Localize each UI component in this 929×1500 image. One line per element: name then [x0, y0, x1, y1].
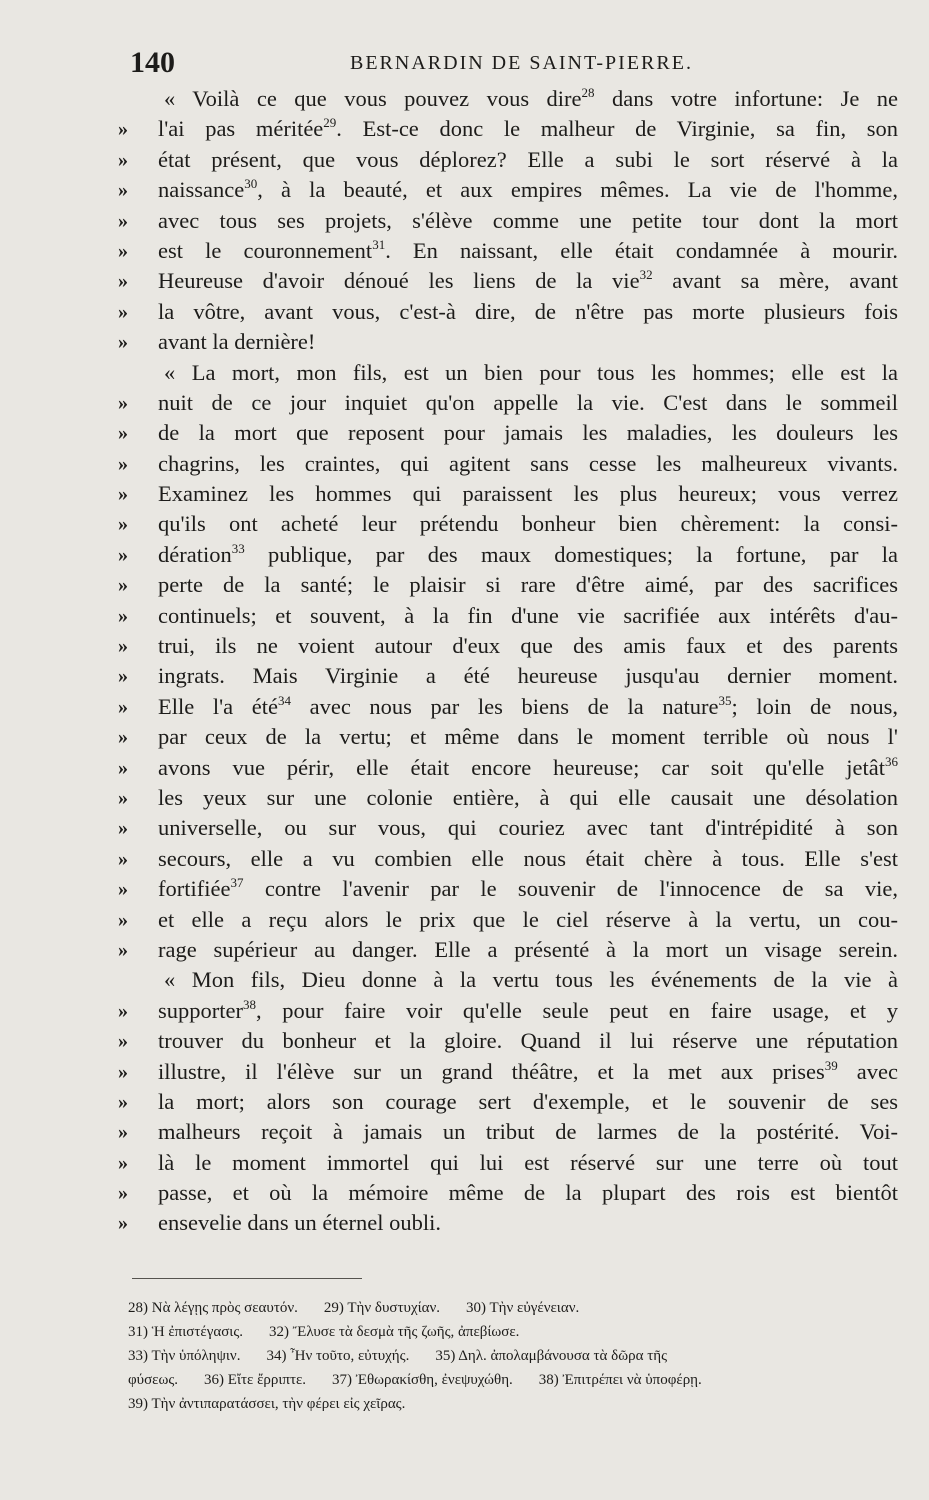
line-text: fortifiée$^{37}$ contre l'avenir par le souvenir de l'innocence de sa vie, — [158, 875, 898, 902]
line-text: par ceux de la vertu; et même dans le moment terrible où nous l' — [158, 724, 898, 750]
line-text: supporter$^{38}$, pour faire voir qu'elle seule peut en faire usage, et y — [158, 996, 898, 1023]
quote-mark: » — [118, 635, 128, 658]
text-line — [118, 813, 898, 843]
text-line — [118, 1208, 898, 1238]
body-text — [118, 84, 898, 1239]
line-text: « Voilà ce que vous pouvez vous dire$^{28}$ dans votre infortune: Je ne — [164, 85, 898, 111]
quote-mark: » — [118, 847, 128, 870]
quote-mark: » — [118, 908, 128, 931]
footnote-line — [128, 1344, 898, 1368]
line-text: secours, elle a vu combien elle nous était chère à tous. Elle s'est — [158, 845, 898, 871]
text-line — [118, 114, 898, 144]
footnote: 36) Εἴτε ἔρριπτε. — [204, 1372, 307, 1388]
footnote: 37) Ἐθωρακίσθη, ἐνεψυχώθη. — [332, 1372, 513, 1388]
quote-mark: » — [118, 391, 128, 414]
quote-mark: » — [118, 574, 128, 597]
footnotes — [128, 1296, 898, 1416]
line-text: dération$^{33}$ publique, par des maux domestiques; la fortune, par la — [158, 540, 898, 567]
quote-mark: » — [118, 756, 128, 779]
footnote: 34) Ἦν τοῦτο, εὐτυχής. — [266, 1348, 410, 1364]
text-line — [118, 631, 898, 661]
text-line — [118, 753, 898, 783]
text-line — [118, 1057, 898, 1087]
quote-mark: » — [118, 817, 128, 840]
footnote: φύσεως. — [128, 1372, 179, 1388]
running-head: BERNARDIN DE SAINT-PIERRE. — [350, 52, 693, 74]
text-line — [118, 965, 898, 995]
text-line — [118, 874, 898, 904]
line-text: Elle l'a été$^{34}$ avec nous par les biens de la nature$^{35}$; loin de nous, — [158, 692, 899, 719]
line-text: Examinez les hommes qui paraissent les plus heureux; vous verrez — [158, 481, 898, 507]
text-line — [118, 84, 898, 114]
line-text: de la mort que reposent pour jamais les maladies, les douleurs les — [158, 420, 898, 446]
footnote: 29) Τὴν δυστυχίαν. — [323, 1300, 441, 1316]
text-line — [118, 327, 898, 357]
footnote-line — [128, 1392, 898, 1416]
text-line — [118, 358, 898, 388]
line-text: continuels; et souvent, à la fin d'une vie sacrifiée aux intérêts d'au- — [158, 602, 898, 628]
line-text: ensevelie dans un éternel oubli. — [158, 1210, 442, 1236]
quote-mark: » — [118, 878, 128, 901]
line-text: perte de la santé; le plaisir si rare d'être aimé, par des sacrifices — [158, 572, 898, 598]
line-text: passe, et où la mémoire même de la plupart des rois est bientôt — [158, 1180, 898, 1206]
footnote: 38) Ἐπιτρέπει νὰ ὑποφέρῃ. — [538, 1372, 702, 1388]
quote-mark: » — [118, 665, 128, 688]
quote-mark: » — [118, 695, 128, 718]
quote-mark: » — [118, 1212, 128, 1235]
text-line — [118, 692, 898, 722]
line-text: là le moment immortel qui lui est réservé sur une terre où tout — [158, 1149, 898, 1175]
quote-mark: » — [118, 239, 128, 262]
line-text: ingrats. Mais Virginie a été heureuse jusqu'au dernier moment. — [158, 663, 898, 689]
line-text: « Mon fils, Dieu donne à la vertu tous les événements de la vie à — [164, 967, 898, 993]
quote-mark: » — [118, 1090, 128, 1113]
text-line — [118, 449, 898, 479]
quote-mark: » — [118, 1060, 128, 1083]
text-line — [118, 844, 898, 874]
footnote-line — [128, 1320, 898, 1344]
footnote: 33) Τὴν ὑπόληψιν. — [128, 1348, 241, 1364]
footnote: 30) Τὴν εὐγένειαν. — [466, 1300, 580, 1316]
line-text: l'ai pas méritée$^{29}$. Est-ce donc le malheur de Virginie, sa fin, son — [158, 115, 898, 142]
line-text: rage supérieur au danger. Elle a présenté à la mort un visage serein. — [158, 936, 898, 962]
quote-mark: » — [118, 209, 128, 232]
footnote-line — [128, 1368, 898, 1392]
quote-mark: » — [118, 1030, 128, 1053]
line-text: avant la dernière! — [158, 329, 316, 355]
line-text: est le couronnement$^{31}$. En naissant, elle était condamnée à mourir. — [158, 236, 899, 263]
line-text: chagrins, les craintes, qui agitent sans cesse les malheureux vivants. — [158, 450, 898, 476]
line-text: nuit de ce jour inquiet qu'on appelle la vie. C'est dans le sommeil — [158, 389, 898, 415]
line-text: la vôtre, avant vous, c'est-à dire, de n'être pas morte plusieurs fois — [158, 298, 898, 324]
quote-mark: » — [118, 726, 128, 749]
line-text: qu'ils ont acheté leur prétendu bonheur bien chèrement: la consi- — [158, 511, 898, 537]
text-line — [118, 1026, 898, 1056]
quote-mark: » — [118, 543, 128, 566]
quote-mark: » — [118, 148, 128, 171]
line-text: universelle, ou sur vous, qui couriez avec tant d'intrépidité à son — [158, 815, 898, 841]
line-text: les yeux sur une colonie entière, à qui elle causait une désolation — [158, 784, 898, 810]
line-text: état présent, que vous déplorez? Elle a subi le sort réservé à la — [158, 146, 898, 172]
quote-mark: » — [118, 999, 128, 1022]
quote-mark: » — [118, 452, 128, 475]
quote-mark: » — [118, 270, 128, 293]
footnote: 28) Νὰ λέγῃς πρὸς σεαυτόν. — [128, 1300, 298, 1316]
quote-mark: » — [118, 118, 128, 141]
line-text: la mort; alors son courage sert d'exemple, et le souvenir de ses — [158, 1088, 898, 1114]
quote-mark: » — [118, 331, 128, 354]
line-text: trui, ils ne voient autour d'eux que des amis faux et des parents — [158, 633, 898, 659]
quote-mark: » — [118, 1121, 128, 1144]
text-line — [118, 236, 898, 266]
text-line — [118, 722, 898, 752]
footnote: 35) Δηλ. ἀπολαμβάνουσα τὰ δῶρα τῆς — [435, 1348, 668, 1364]
text-line — [118, 479, 898, 509]
footnote-rule — [132, 1278, 362, 1279]
quote-mark: » — [118, 179, 128, 202]
text-line — [118, 905, 898, 935]
quote-mark: » — [118, 938, 128, 961]
text-line — [118, 570, 898, 600]
text-line — [118, 418, 898, 448]
line-text: illustre, il l'élève sur un grand théâtre, et la met aux prises$^{39}$ avec — [158, 1057, 898, 1084]
text-line — [118, 996, 898, 1026]
quote-mark: » — [118, 300, 128, 323]
text-line — [118, 266, 898, 296]
text-line — [118, 145, 898, 175]
text-line — [118, 601, 898, 631]
text-line — [118, 1117, 898, 1147]
text-line — [118, 388, 898, 418]
page-header — [130, 46, 895, 82]
text-line — [118, 540, 898, 570]
quote-mark: » — [118, 786, 128, 809]
line-text: trouver du bonheur et la gloire. Quand il lui réserve une réputation — [158, 1028, 898, 1054]
quote-mark: » — [118, 513, 128, 536]
page-number: 140 — [130, 46, 175, 79]
footnote: 39) Τὴν ἀντιπαρατάσσει, τὴν φέρει εἰς χεῖρας. — [128, 1396, 406, 1412]
text-line — [118, 1087, 898, 1117]
quote-mark: » — [118, 483, 128, 506]
quote-mark: » — [118, 1182, 128, 1205]
text-line — [118, 206, 898, 236]
quote-mark: » — [118, 422, 128, 445]
text-line — [118, 1148, 898, 1178]
footnote-line — [128, 1296, 898, 1320]
line-text: malheurs reçoit à jamais un tribut de larmes de la postérité. Voi- — [158, 1119, 898, 1145]
line-text: naissance$^{30}$, à la beauté, et aux empires mêmes. La vie de l'homme, — [158, 176, 898, 203]
footnote: 32) Ἔλυσε τὰ δεσμὰ τῆς ζωῆς, ἀπεβίωσε. — [269, 1324, 520, 1340]
footnote: 31) Ἡ ἐπιστέγασις. — [128, 1324, 244, 1340]
text-line — [118, 1178, 898, 1208]
line-text: Heureuse d'avoir dénoué les liens de la vie$^{32}$ avant sa mère, avant — [158, 267, 898, 294]
line-text: avec tous ses projets, s'élève comme une petite tour dont la mort — [158, 207, 898, 233]
line-text: avons vue périr, elle était encore heureuse; car soit qu'elle jetât$^{36}$ — [158, 753, 898, 780]
text-line — [118, 297, 898, 327]
quote-mark: » — [118, 604, 128, 627]
text-line — [118, 661, 898, 691]
line-text: et elle a reçu alors le prix que le ciel réserve à la vertu, un cou- — [158, 906, 898, 932]
quote-mark: » — [118, 1151, 128, 1174]
text-line — [118, 783, 898, 813]
text-line — [118, 509, 898, 539]
text-line — [118, 175, 898, 205]
line-text: « La mort, mon fils, est un bien pour tous les hommes; elle est la — [164, 359, 898, 385]
text-line — [118, 935, 898, 965]
